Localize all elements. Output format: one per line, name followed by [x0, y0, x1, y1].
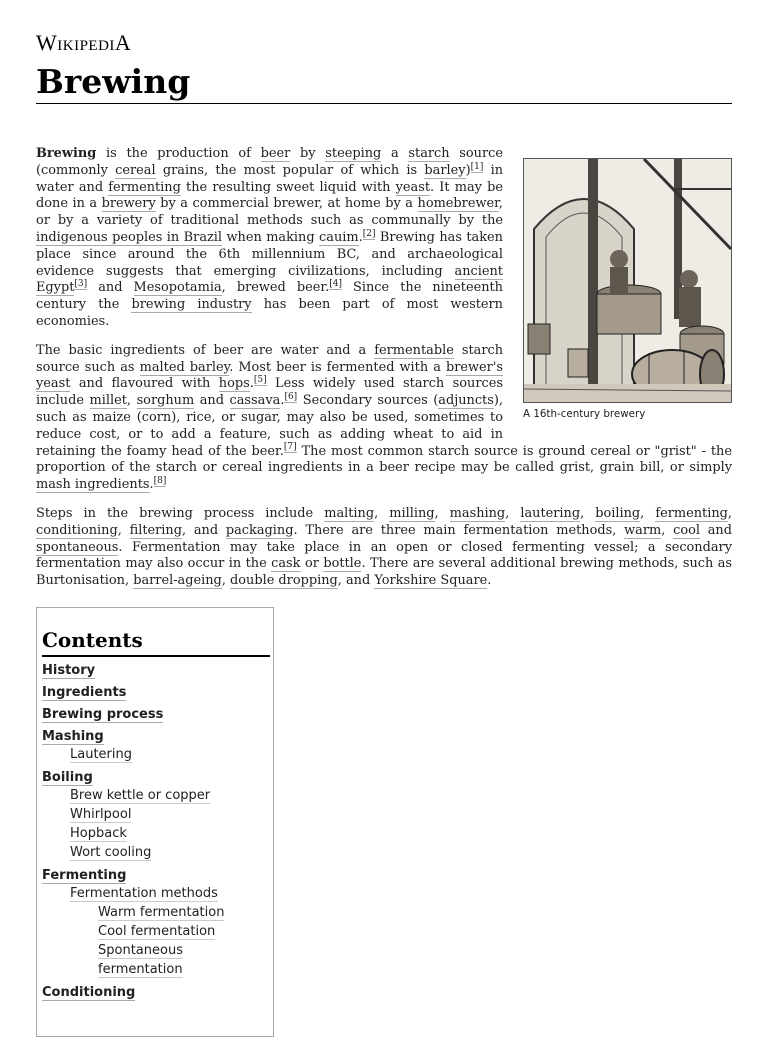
- link-cask[interactable]: cask: [271, 556, 301, 572]
- link-double-dropping[interactable]: double dropping: [230, 573, 338, 589]
- toc-item-ingredients[interactable]: Ingredients: [42, 685, 127, 700]
- toc-item-hopback[interactable]: Hopback: [70, 826, 127, 841]
- toc-item-history[interactable]: History: [42, 663, 96, 678]
- link-brewers-yeast[interactable]: brewer's yeast: [36, 359, 503, 392]
- link-brewery[interactable]: brewery: [101, 196, 156, 212]
- link-malting[interactable]: malting: [324, 505, 375, 521]
- figure-caption: A 16th-century brewery: [523, 408, 646, 420]
- toc-item-fermentation-methods[interactable]: Fermentation methods: [70, 886, 218, 901]
- page-title: Brewing: [36, 62, 191, 101]
- toc-item-warm-fermentation[interactable]: Warm fermentation: [98, 905, 225, 920]
- link-adjuncts[interactable]: adjuncts: [438, 393, 494, 409]
- link-fermenting[interactable]: fermenting: [108, 179, 181, 195]
- toc-item-conditioning[interactable]: Conditioning: [42, 985, 136, 1000]
- link-hops[interactable]: hops: [218, 376, 250, 392]
- toc-item-boiling[interactable]: Boiling: [42, 770, 93, 785]
- wikipedia-wordmark[interactable]: WIKIPEDIA: [36, 30, 132, 55]
- link-millet[interactable]: millet: [89, 393, 127, 409]
- link-filtering[interactable]: filtering: [129, 522, 182, 538]
- link-mash-ingredients[interactable]: mash ingredients: [36, 477, 150, 493]
- citation-5[interactable]: [5]: [253, 375, 267, 386]
- brewery-figure: [523, 158, 732, 423]
- link-brewing-industry[interactable]: brewing industry: [131, 297, 252, 313]
- link-barrel-ageing[interactable]: barrel-ageing: [133, 573, 222, 589]
- link-boiling[interactable]: boiling: [595, 505, 641, 521]
- toc-item-cool-fermentation[interactable]: Cool fermentation: [98, 924, 216, 939]
- toc-item-whirlpool[interactable]: Whirlpool: [70, 807, 132, 822]
- link-spontaneous[interactable]: spontaneous: [36, 539, 119, 555]
- citation-1[interactable]: [1]: [470, 161, 484, 172]
- text-burtonisation: Burtonisation: [36, 573, 125, 589]
- title-divider: [36, 103, 732, 104]
- link-yeast[interactable]: yeast: [395, 179, 431, 195]
- link-fermentable[interactable]: fermentable: [374, 342, 454, 358]
- link-beer[interactable]: beer: [260, 146, 291, 161]
- link-barley[interactable]: barley: [424, 162, 466, 178]
- toc-list: [42, 662, 269, 1001]
- link-yorkshire-square[interactable]: Yorkshire Square: [374, 573, 488, 589]
- article-page: [36, 0, 732, 1024]
- link-packaging[interactable]: packaging: [225, 522, 294, 538]
- link-cauim[interactable]: cauim: [319, 229, 359, 245]
- toc-title: Contents: [42, 628, 270, 657]
- link-malted-barley[interactable]: malted barley: [139, 359, 230, 375]
- link-indigenous-peoples[interactable]: indigenous peoples in Brazil: [36, 229, 223, 245]
- link-starch[interactable]: starch: [408, 146, 450, 161]
- link-warm[interactable]: warm: [624, 522, 662, 538]
- toc-item-lautering[interactable]: Lautering: [70, 747, 132, 762]
- link-ancient-egypt[interactable]: ancient Egypt: [36, 263, 503, 296]
- citation-2[interactable]: [2]: [362, 228, 376, 239]
- link-fermenting-step[interactable]: fermenting: [655, 505, 728, 521]
- link-cool[interactable]: cool: [673, 522, 700, 538]
- toc-item-brewing-process[interactable]: Brewing process: [42, 707, 164, 722]
- citation-3[interactable]: [3]: [74, 279, 88, 290]
- citation-8[interactable]: [8]: [153, 475, 167, 486]
- table-of-contents: [36, 607, 274, 1037]
- toc-item-brew-kettle[interactable]: Brew kettle or copper: [70, 788, 211, 803]
- link-bottle[interactable]: bottle: [323, 556, 362, 572]
- intro-paragraph: Brewing is the production of beer by steeping a starch source (commonly cereal grains, the most popular of which is barley)[1] in water and fermenting the resulting sweet liquid with yeast. It may be done in a brewery by a commercial brewer, at home by a homebrewer, or by a variety of traditional methods such as communally by the indigenous peoples in Brazil when making cauim.[2] Brewing has taken place since around the 6th millennium BC, and archaeological evidence suggests that emerging civilizations, including ancient Egypt[3] and Mesopotamia, brewed beer.[4] Since the nineteenth century the brewing industry has been part of most western economies.: [36, 146, 504, 329]
- citation-7[interactable]: [7]: [283, 442, 297, 453]
- link-lautering[interactable]: lautering: [520, 505, 581, 521]
- link-cereal[interactable]: cereal: [115, 162, 156, 178]
- toc-item-fermenting[interactable]: Fermenting: [42, 868, 127, 883]
- process-paragraph: Steps in the brewing process include malting, milling, mashing, lautering, boiling, fermenting, conditioning, filtering, and packaging. There are three main fermentation methods, warm, cool and spontaneous. Fermentation may take place in an open or closed fermenting vessel; a secondary fermentation may also occur in the cask or bottle. There are several additional brewing methods, such as Burtonisation, barrel-ageing, double dropping, and Yorkshire Square.: [36, 505, 733, 589]
- link-milling[interactable]: milling: [389, 505, 435, 521]
- link-sorghum[interactable]: sorghum: [136, 393, 195, 409]
- citation-6[interactable]: [6]: [284, 391, 298, 402]
- toc-item-wort-cooling[interactable]: Wort cooling: [70, 845, 152, 860]
- link-mesopotamia[interactable]: Mesopotamia: [133, 280, 222, 296]
- brewery-woodcut-image[interactable]: [523, 158, 732, 403]
- link-steeping[interactable]: steeping: [325, 146, 382, 161]
- link-homebrewer[interactable]: homebrewer: [417, 196, 499, 212]
- ingredients-paragraph: The basic ingredients of beer are water and a fermentable starch source such as malted barley. Most beer is fermented with a brewer's yeast and flavoured with hops.[5] Less widely used starch sources include millet, sorghum and cassava.[6] Secondary sources (adjuncts), such as maize (corn), rice, or sugar, may also be used, sometimes to reduce cost, or to add a feature, such as adding wheat to aid in retaining the foamy head of the beer.[7] The most common starch source is ground cereal or "grist" - the proportion of the starch or cereal ingredients in a beer recipe may be called grist, grain bill, or simply mash ingredients.[8]: [36, 342, 732, 493]
- article-body: [36, 146, 732, 602]
- citation-4[interactable]: [4]: [329, 279, 342, 290]
- link-conditioning[interactable]: conditioning: [36, 522, 118, 538]
- link-cassava[interactable]: cassava: [229, 393, 281, 409]
- toc-item-spontaneous-fermentation[interactable]: Spontaneous fermentation: [98, 943, 183, 977]
- link-mashing[interactable]: mashing: [449, 505, 506, 521]
- toc-item-mashing[interactable]: Mashing: [42, 729, 104, 744]
